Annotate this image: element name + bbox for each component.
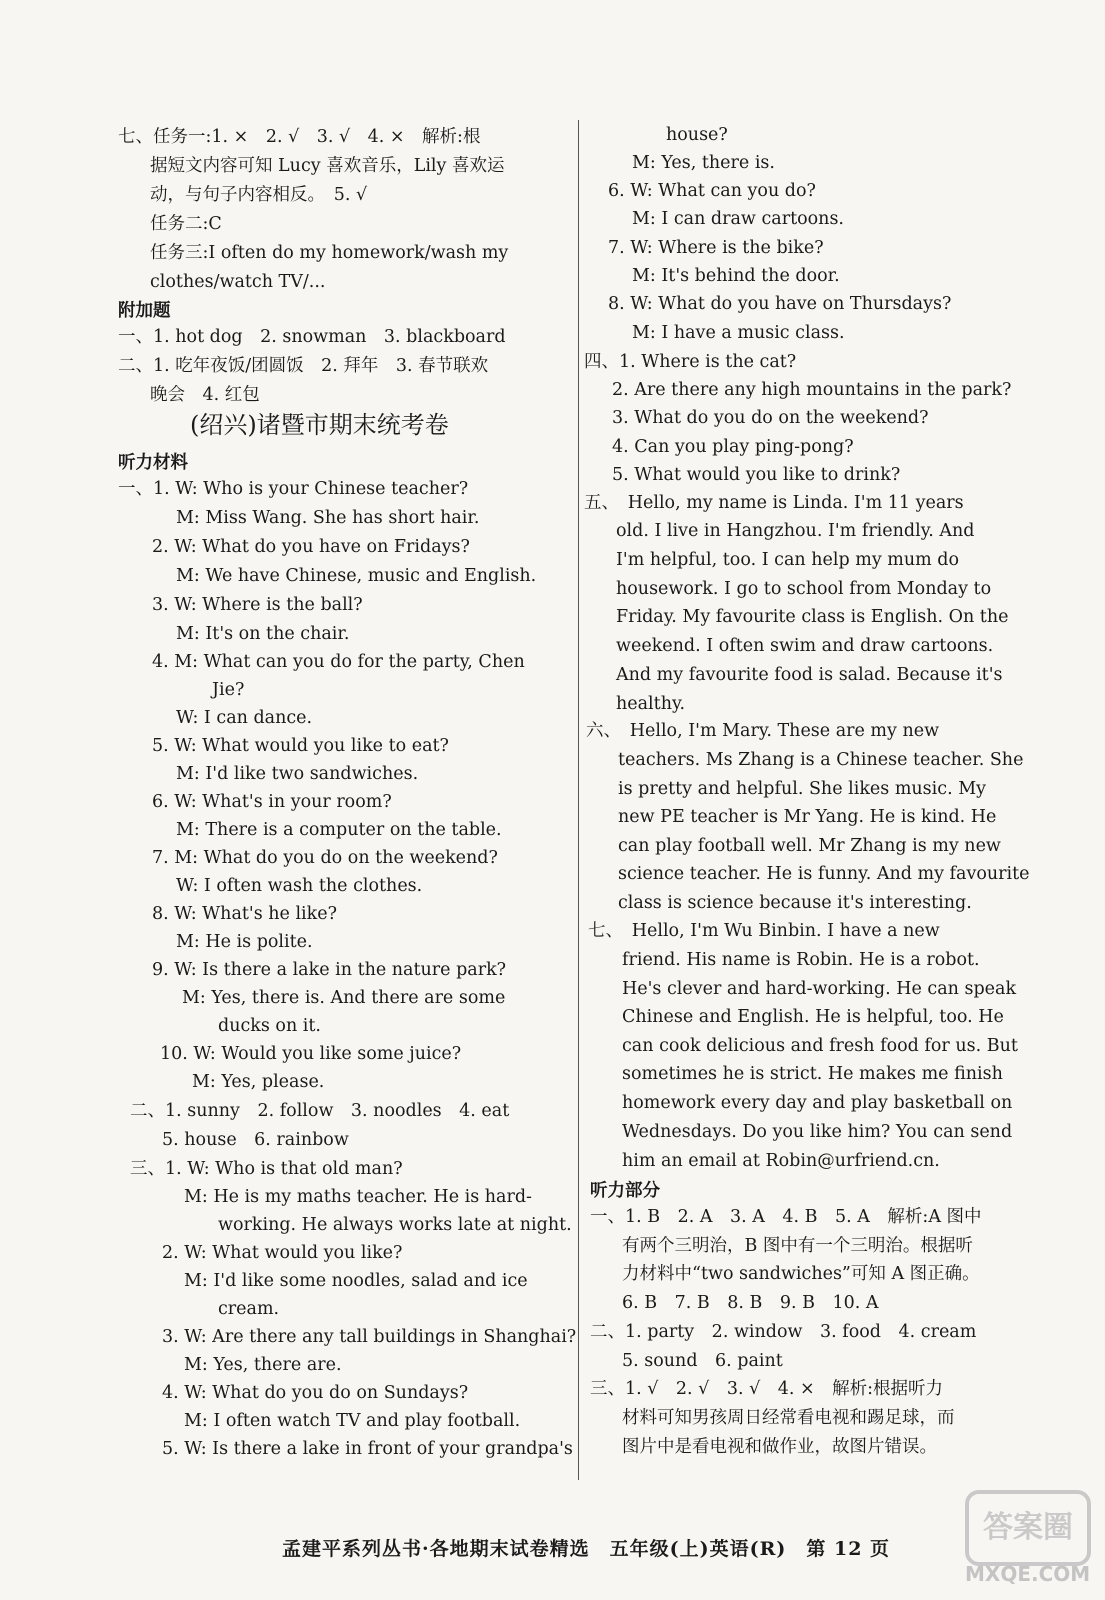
text-line: M: Yes, there is.: [632, 153, 775, 173]
text-line: M: He is polite.: [176, 932, 313, 952]
text-line: 力材料中“two sandwiches”可知 A 图正确。: [622, 1264, 980, 1284]
text-line: new PE teacher is Mr Yang. He is kind. He: [618, 807, 997, 827]
watermark-url: MXQE.COM: [965, 1562, 1091, 1586]
text-line: 材料可知男孩周日经常看电视和踢足球，而: [622, 1408, 955, 1428]
section-heading: 听力材料: [118, 453, 188, 473]
text-line: 4. M: What can you do for the party, Chen: [152, 652, 525, 672]
text-line: M: It's behind the door.: [632, 266, 840, 286]
text-line: M: I can draw cartoons.: [632, 209, 844, 229]
text-line: Chinese and English. He is helpful, too. He: [622, 1007, 1004, 1027]
text-line: 有两个三明治，B 图中有一个三明治。根据听: [622, 1236, 973, 1256]
text-line: friend. His name is Robin. He is a robot.: [622, 950, 980, 970]
text-line: house?: [666, 125, 728, 145]
text-line: is pretty and helpful. She likes music. My: [618, 779, 986, 799]
watermark-logo-text: 答案圈: [965, 1490, 1091, 1566]
text-line: M: Yes, there are.: [184, 1355, 342, 1375]
text-line: 2. W: What do you have on Fridays?: [152, 537, 470, 557]
text-line: ducks on it.: [218, 1016, 321, 1036]
text-line: W: I often wash the clothes.: [176, 876, 423, 896]
text-line: 二、1. sunny 2. follow 3. noodles 4. eat: [130, 1101, 510, 1121]
text-line: 晚会 4. 红包: [150, 385, 260, 405]
text-line: 一、1. hot dog 2. snowman 3. blackboard: [118, 327, 506, 347]
text-line: M: Yes, there is. And there are some: [182, 988, 506, 1008]
text-line: 5. What would you like to drink?: [612, 465, 901, 485]
text-line: 二、1. 吃年夜饭/团圆饭 2. 拜年 3. 春节联欢: [118, 356, 489, 376]
text-line: M: He is my maths teacher. He is hard-: [184, 1187, 532, 1207]
text-line: Jie?: [212, 680, 245, 700]
text-line: cream.: [218, 1299, 280, 1319]
text-line: 9. W: Is there a lake in the nature park?: [152, 960, 507, 980]
text-line: 10. W: Would you like some juice?: [160, 1044, 462, 1064]
text-line: Wednesdays. Do you like him? You can send: [622, 1122, 1013, 1142]
text-line: 3. W: Where is the ball?: [152, 595, 363, 615]
text-line: 6. W: What can you do?: [608, 181, 816, 201]
text-line: teachers. Ms Zhang is a Chinese teacher. She: [618, 750, 1024, 770]
text-line: 8. W: What do you have on Thursdays?: [608, 294, 952, 314]
text-line: weekend. I often swim and draw cartoons.: [616, 636, 994, 656]
text-line: 5. W: Is there a lake in front of your grandpa's: [162, 1439, 573, 1459]
section-heading: 听力部分: [590, 1181, 660, 1201]
text-line: 六、 Hello, I'm Mary. These are my new: [586, 721, 940, 741]
page-footer: 孟建平系列丛书·各地期末试卷精选 五年级(上)英语(R) 第 12 页: [282, 1538, 891, 1560]
text-line: 图片中是看电视和做作业，故图片错误。: [622, 1437, 937, 1457]
text-line: He's clever and hard-working. He can speak: [622, 979, 1017, 999]
text-line: healthy.: [616, 694, 686, 714]
text-line: 5. sound 6. paint: [622, 1351, 783, 1371]
text-line: 4. Can you play ping-pong?: [612, 437, 854, 457]
text-line: M: I'd like two sandwiches.: [176, 764, 419, 784]
text-line: homework every day and play basketball on: [622, 1093, 1013, 1113]
text-line: M: We have Chinese, music and English.: [176, 566, 537, 586]
text-line: M: Yes, please.: [192, 1072, 325, 1092]
text-line: class is science because it's interesting.: [618, 893, 972, 913]
text-line: M: I have a music class.: [632, 323, 845, 343]
text-line: 五、 Hello, my name is Linda. I'm 11 years: [584, 493, 964, 513]
text-line: 6. W: What's in your room?: [152, 792, 392, 812]
text-line: can cook delicious and fresh food for us. But: [622, 1036, 1018, 1056]
text-line: 3. W: Are there any tall buildings in Shanghai?: [162, 1327, 577, 1347]
text-line: 2. Are there any high mountains in the park?: [612, 380, 1012, 400]
text-line: 任务二:C: [150, 214, 222, 234]
text-line: 8. W: What's he like?: [152, 904, 337, 924]
text-line: 5. house 6. rainbow: [162, 1130, 349, 1150]
text-line: 一、1. B 2. A 3. A 4. B 5. A 解析:A 图中: [590, 1207, 982, 1227]
text-line: can play football well. Mr Zhang is my new: [618, 836, 1001, 856]
text-line: old. I live in Hangzhou. I'm friendly. And: [616, 521, 975, 541]
text-line: housework. I go to school from Monday to: [616, 579, 992, 599]
text-line: 2. W: What would you like?: [162, 1243, 403, 1263]
text-line: sometimes he is strict. He makes me finish: [622, 1064, 1003, 1084]
text-line: M: I'd like some noodles, salad and ice: [184, 1271, 528, 1291]
text-line: him an email at Robin@urfriend.cn.: [622, 1151, 940, 1171]
text-line: I'm helpful, too. I can help my mum do: [616, 550, 960, 570]
text-line: M: There is a computer on the table.: [176, 820, 502, 840]
text-line: 四、1. Where is the cat?: [584, 352, 797, 372]
column-divider: [578, 120, 579, 1480]
section-heading: 附加题: [118, 301, 171, 321]
text-line: 任务三:I often do my homework/wash my: [150, 243, 509, 263]
text-line: 4. W: What do you do on Sundays?: [162, 1383, 469, 1403]
text-line: 七、任务一:1. × 2. √ 3. √ 4. × 解析:根: [118, 127, 481, 147]
exam-title: (绍兴)诸暨市期末统考卷: [190, 411, 449, 439]
text-line: And my favourite food is salad. Because it's: [616, 665, 1003, 685]
text-line: 7. W: Where is the bike?: [608, 238, 824, 258]
text-line: 三、1. √ 2. √ 3. √ 4. × 解析:根据听力: [590, 1379, 944, 1399]
text-line: science teacher. He is funny. And my favourite: [618, 864, 1030, 884]
text-line: 据短文内容可知 Lucy 喜欢音乐，Lily 喜欢运: [150, 156, 505, 176]
text-line: M: It's on the chair.: [176, 624, 350, 644]
text-line: 5. W: What would you like to eat?: [152, 736, 449, 756]
text-line: M: Miss Wang. She has short hair.: [176, 508, 480, 528]
text-line: 动，与句子内容相反。 5. √: [150, 185, 368, 205]
text-line: 6. B 7. B 8. B 9. B 10. A: [622, 1293, 879, 1313]
text-line: 7. M: What do you do on the weekend?: [152, 848, 498, 868]
text-line: 七、 Hello, I'm Wu Binbin. I have a new: [588, 921, 940, 941]
text-line: W: I can dance.: [176, 708, 313, 728]
text-line: 3. What do you do on the weekend?: [612, 408, 929, 428]
text-line: M: I often watch TV and play football.: [184, 1411, 521, 1431]
text-line: Friday. My favourite class is English. On the: [616, 607, 1009, 627]
text-line: 二、1. party 2. window 3. food 4. cream: [590, 1322, 977, 1342]
text-line: 一、1. W: Who is your Chinese teacher?: [118, 479, 469, 499]
watermark-logo: [965, 1490, 1091, 1586]
text-line: clothes/watch TV/...: [150, 272, 326, 292]
text-line: 三、1. W: Who is that old man?: [130, 1159, 403, 1179]
text-line: working. He always works late at night.: [218, 1215, 572, 1235]
